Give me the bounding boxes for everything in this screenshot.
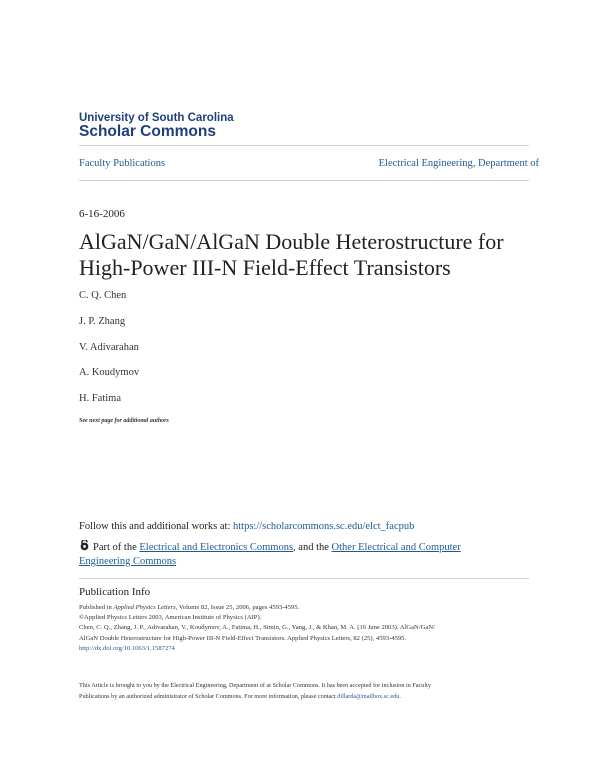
open-access-icon [79, 540, 90, 551]
article-title [79, 229, 549, 281]
title-line-1: AlGaN/GaN/AlGaN Double Heterostructure for [79, 229, 504, 254]
doi-link[interactable]: http://dx.doi.org/10.1063/1.1587274 [79, 644, 175, 652]
published-rest: , Volume 82, Issue 25, 2006, pages 4593-4595. [175, 604, 300, 611]
other-ece-commons-link-cont[interactable]: Engineering Commons [79, 556, 177, 567]
partof-middle: , and the [293, 542, 332, 553]
footer-period: . [399, 692, 401, 700]
footer-notice [79, 681, 529, 702]
institution-name[interactable]: University of South Carolina [79, 112, 234, 124]
other-ece-commons-link[interactable]: Other Electrical and Computer [331, 542, 461, 553]
follow-label: Follow this and additional works at: [79, 521, 233, 532]
title-line-2: High-Power III-N Field-Effect Transistors [79, 255, 451, 280]
published-prefix: Published in [79, 604, 114, 611]
published-in-line [79, 603, 529, 613]
divider-nav [79, 180, 529, 181]
author: H. Fatima [79, 393, 121, 404]
copyright-line: ©Applied Physics Letters 2003, American Institute of Physics (AIP). [79, 614, 262, 622]
publication-info-heading: Publication Info [79, 586, 151, 598]
journal-name: Applied Physics Letters [113, 604, 176, 611]
department-link[interactable]: Electrical Engineering, Department of [378, 158, 539, 169]
footer-line-2 [79, 692, 529, 703]
follow-line [79, 521, 414, 532]
footer-line-1: This Article is brought to you by the Electrical Engineering, Department of at Scholar Commons. It has been accepted for inclusion in Faculty [79, 682, 431, 689]
footer-line-2-text: Publications by an authorized administrator of Scholar Commons. For more information, please contact [79, 692, 338, 700]
author: J. P. Zhang [79, 316, 126, 327]
divider-pubinfo [79, 578, 529, 579]
author: A. Koudymov [79, 367, 140, 378]
citation-line-2: AlGaN Double Heterostructure for High-Power III-N Field-Effect Transistors. Applied Physics Letters, 82 (25), 4593-4595. [79, 634, 407, 642]
contact-email-link[interactable]: dillarda@mailbox.sc.edu [337, 692, 400, 700]
repository-name[interactable]: Scholar Commons [79, 123, 216, 140]
author: C. Q. Chen [79, 290, 127, 301]
follow-url-link[interactable]: https://scholarcommons.sc.edu/elct_facpub [233, 521, 415, 532]
publication-date: 6-16-2006 [79, 208, 125, 220]
publication-info [79, 603, 529, 654]
collection-link[interactable]: Faculty Publications [79, 158, 166, 169]
citation-line-1: Chen, C. Q., Zhang, J. P., Adivarahan, V., Koudymov, A., Fatima, H., Simin, G., Yang, J., & Khan, M. A. (16 June 2003). AlGaN/GaN/ [79, 624, 435, 632]
author: V. Adivarahan [79, 342, 139, 353]
partof-prefix: Part of the [93, 542, 140, 553]
part-of-commons [79, 540, 519, 569]
additional-authors-note: See next page for additional authors [79, 418, 169, 424]
electrical-electronics-commons-link[interactable]: Electrical and Electronics Commons [139, 542, 294, 553]
divider-top [79, 145, 529, 146]
